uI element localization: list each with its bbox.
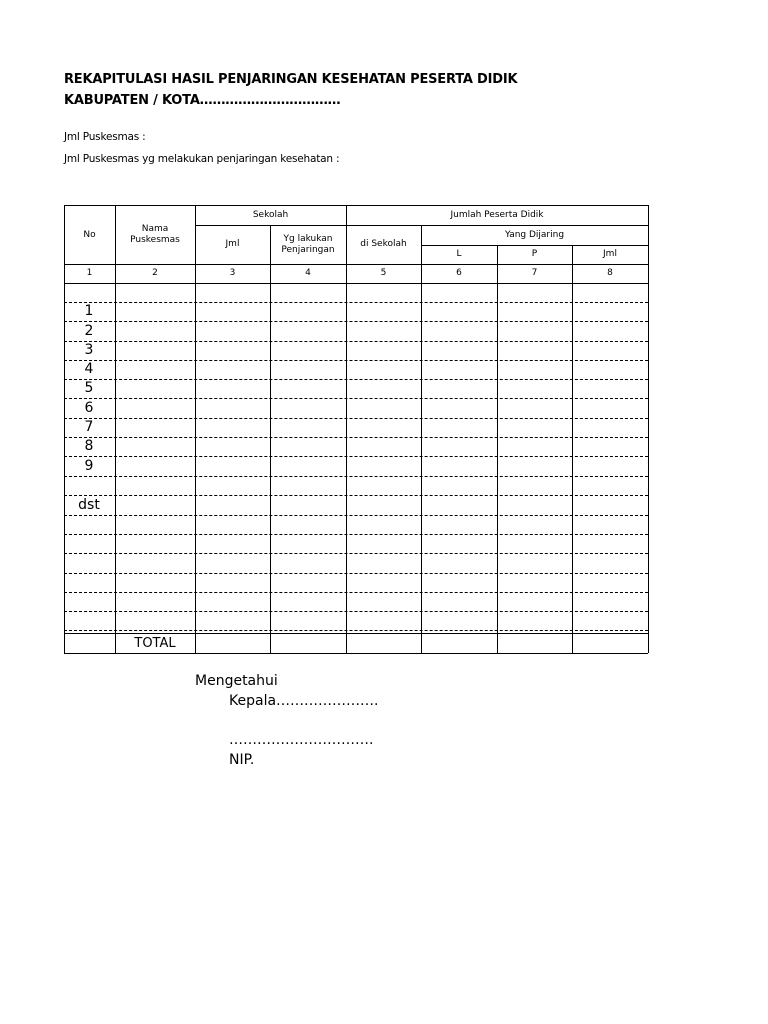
column-number: 5 — [380, 268, 387, 278]
row-divider — [64, 476, 648, 477]
row-number: 5 — [84, 380, 94, 396]
column-number: 1 — [86, 268, 93, 278]
row-number: 1 — [84, 303, 94, 319]
row-number: 7 — [84, 419, 94, 435]
column-number: 7 — [531, 268, 538, 278]
signature-name-line: …………………………. — [229, 732, 374, 748]
header-divider — [421, 245, 648, 246]
row-number: 6 — [84, 400, 94, 416]
row-divider — [64, 321, 648, 322]
column-number: 6 — [456, 268, 462, 278]
header-yg-lakukan: Yg lakukan Penjaringan — [281, 233, 335, 255]
row-divider — [64, 611, 648, 612]
row-number: 8 — [84, 438, 94, 454]
table-border-left — [64, 205, 65, 653]
total-divider — [64, 633, 648, 634]
header-no: No — [83, 229, 96, 240]
row-divider — [64, 573, 648, 574]
row-divider — [64, 437, 648, 438]
header-sekolah: Sekolah — [252, 210, 289, 220]
report-subtitle: KABUPATEN / KOTA…………………………… — [64, 93, 341, 108]
header-l: L — [456, 249, 462, 259]
head-title-line: Kepala…………………. — [229, 693, 379, 709]
nip-label: NIP. — [229, 752, 255, 768]
header-jumlah-peserta-didik: Jumlah Peserta Didik — [450, 210, 544, 220]
header-yang-dijaring: Yang Dijaring — [504, 229, 565, 240]
column-divider — [346, 205, 347, 653]
total-label: TOTAL — [134, 636, 176, 651]
header-divider — [64, 264, 648, 265]
column-divider — [195, 205, 196, 653]
report-title: REKAPITULASI HASIL PENJARINGAN KESEHATAN PESERTA DIDIK — [64, 72, 518, 87]
column-divider — [115, 205, 116, 653]
puskesmas-screening-count-label: Jml Puskesmas yg melakukan penjaringan kesehatan : — [64, 153, 340, 165]
column-divider — [421, 225, 422, 653]
row-divider — [64, 534, 648, 535]
row-number: 4 — [84, 361, 94, 377]
header-jml: Jml — [225, 239, 240, 249]
table-border-right — [648, 205, 649, 653]
row-divider — [64, 341, 648, 342]
row-divider — [64, 398, 648, 399]
column-number: 2 — [152, 268, 158, 278]
header-di-sekolah: di Sekolah — [360, 239, 407, 249]
column-number: 4 — [305, 268, 311, 278]
row-divider — [64, 553, 648, 554]
table-border-bottom — [64, 653, 648, 654]
row-divider — [64, 495, 648, 496]
column-number: 8 — [607, 268, 613, 278]
column-number: 3 — [229, 268, 236, 278]
column-divider — [572, 245, 573, 653]
row-number: 3 — [84, 342, 94, 358]
row-divider — [64, 379, 648, 380]
row-divider — [64, 515, 648, 516]
row-divider — [64, 360, 648, 361]
header-jml-dijaring: Jml — [603, 249, 617, 259]
header-divider — [64, 283, 648, 284]
column-divider — [270, 225, 271, 653]
row-divider — [64, 418, 648, 419]
row-divider — [64, 302, 648, 303]
column-divider — [497, 245, 498, 653]
puskesmas-count-label: Jml Puskesmas : — [64, 131, 146, 143]
row-number: 9 — [84, 458, 94, 474]
row-divider — [64, 630, 648, 631]
header-p: P — [531, 249, 538, 259]
row-divider — [64, 456, 648, 457]
table-border-top — [64, 205, 648, 206]
row-number: 2 — [84, 323, 94, 339]
row-divider — [64, 592, 648, 593]
header-nama-puskesmas: Nama Puskesmas — [130, 224, 180, 245]
row-number-dst: dst — [78, 497, 100, 513]
acknowledgement-label: Mengetahui — [195, 673, 278, 689]
